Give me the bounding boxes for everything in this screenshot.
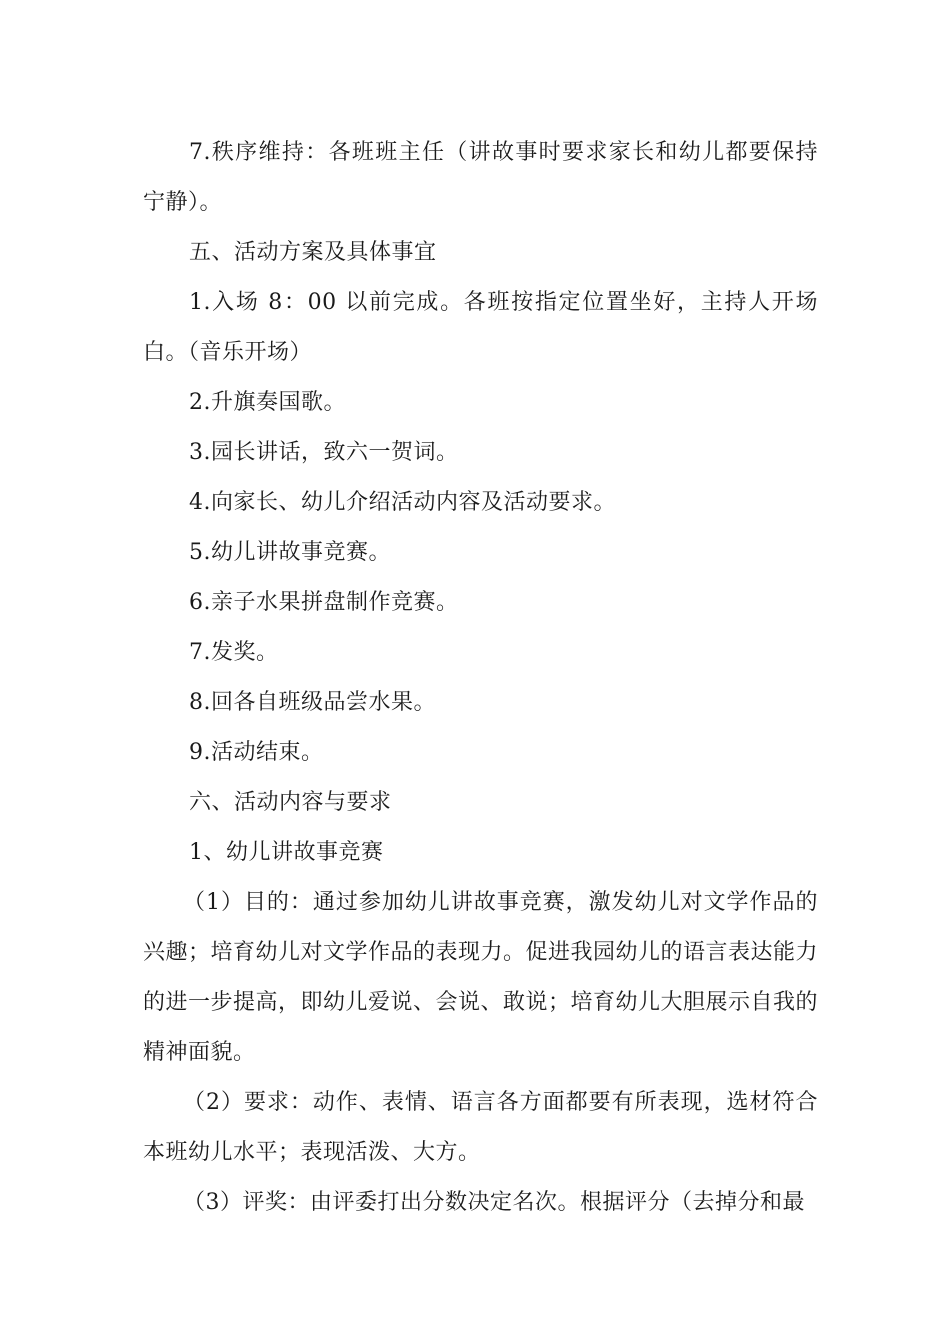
paragraph-principal-speech: 3.园长讲话，致六一贺词。 <box>189 440 459 465</box>
paragraph-taste-fruit: 8.回各自班级品尝水果。 <box>189 690 436 715</box>
paragraph-introduction: 4.向家长、幼儿介绍活动内容及活动要求。 <box>189 490 616 515</box>
document-body <box>143 128 818 1228</box>
paragraph-entry: 1.入场 8：00 以前完成。各班按指定位置坐好，主持人开场白。（音乐开场） <box>143 290 818 365</box>
subsection-heading-storytelling: 1、幼儿讲故事竞赛 <box>189 840 384 865</box>
paragraph-flag-raising: 2.升旗奏国歌。 <box>189 390 346 415</box>
paragraph-fruit-platter: 6.亲子水果拼盘制作竞赛。 <box>189 590 459 615</box>
paragraph-requirements: （2）要求：动作、表情、语言各方面都要有所表现，选材符合本班幼儿水平；表现活泼、大方。 <box>143 1090 818 1165</box>
paragraph-activity-end: 9.活动结束。 <box>189 740 324 765</box>
section-heading-content-requirements: 六、活动内容与要求 <box>189 790 392 815</box>
paragraph-purpose: （1）目的：通过参加幼儿讲故事竞赛，激发幼儿对文学作品的兴趣；培育幼儿对文学作品的表现力。促进我园幼儿的语言表达能力的进一步提高，即幼儿爱说、会说、敢说；培育幼儿大胆展示自我的精神面貌。 <box>143 890 819 1065</box>
paragraph-order-maintenance: 7.秩序维持：各班班主任（讲故事时要求家长和幼儿都要保持宁静）。 <box>143 140 818 215</box>
section-heading-activity-plan: 五、活动方案及具体事宜 <box>189 240 437 265</box>
paragraph-judging: （3）评奖：由评委打出分数决定名次。根据评分（去掉分和最 <box>183 1190 805 1215</box>
paragraph-awards: 7.发奖。 <box>189 640 279 665</box>
paragraph-storytelling: 5.幼儿讲故事竞赛。 <box>189 540 391 565</box>
